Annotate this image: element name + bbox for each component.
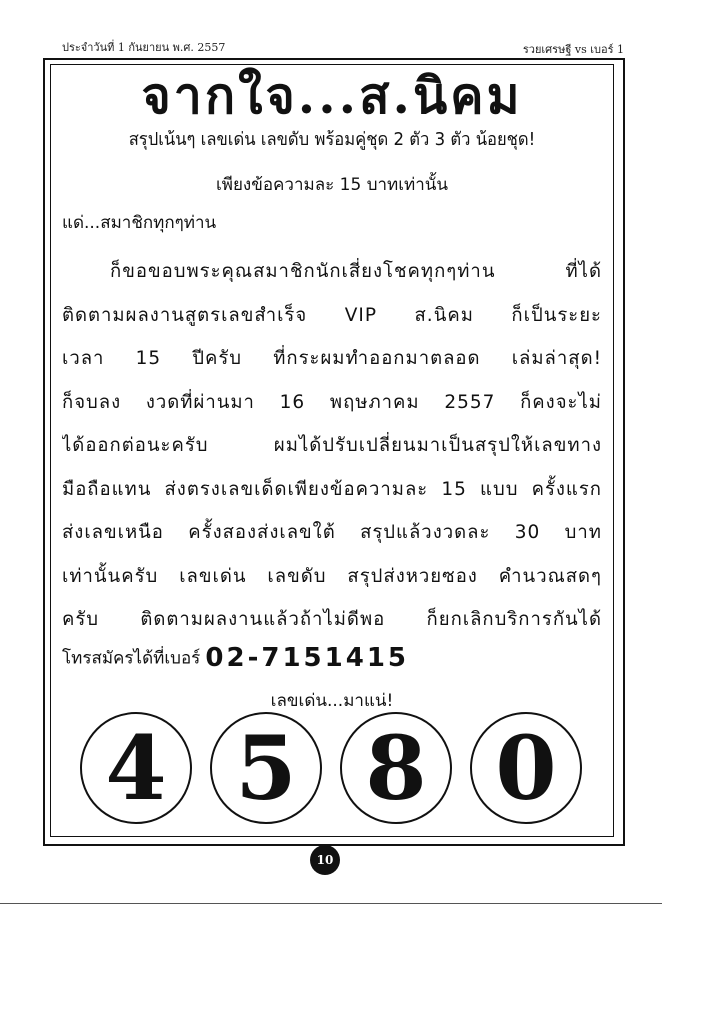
ad-subtitle: สรุปเน้นๆ เลขเด่น เลขดับ พร้อมคู่ชุด 2 ตัว 3 ตัว น้อยชุด!	[128, 129, 536, 150]
greeting: แด่...สมาชิกทุกๆท่าน	[62, 213, 217, 233]
magazine-name: รวยเศรษฐี vs เบอร์ 1	[522, 43, 624, 56]
page-number-badge: 10	[310, 845, 340, 875]
body-line: มือถือแทน ส่งตรงเลขเด็ดเพียงข้อความละ 15 แบบ ครั้งแรก	[62, 478, 602, 500]
hot-number-circle: 4	[80, 712, 192, 824]
contact-label: โทรสมัครได้ที่เบอร์	[62, 648, 201, 669]
body-line: ก็จบลง งวดที่ผ่านมา 16 พฤษภาคม 2557 ก็คงจะไม่	[62, 391, 602, 413]
hot-number-circle: 5	[210, 712, 322, 824]
body-paragraph	[62, 252, 602, 644]
price-line: เพียงข้อความละ 15 บาทเท่านั้น	[215, 175, 449, 195]
hot-number-circle: 8	[340, 712, 452, 824]
hot-numbers	[72, 712, 592, 828]
page-bottom-rule	[0, 903, 662, 904]
hot-numbers-label: เลขเด่น...มาแน่!	[270, 691, 394, 711]
ad-title: จากใจ...ส.นิคม	[141, 66, 523, 125]
body-line: เท่านั้นครับ เลขเด่น เลขดับ สรุปส่งหวยซอง คำนวณสดๆ	[62, 565, 602, 587]
hot-number-circle: 0	[470, 712, 582, 824]
issue-date: ประจำวันที่ 1 กันยายน พ.ศ. 2557	[62, 41, 226, 54]
body-line: ได้ออกต่อนะครับ ผมได้ปรับเปลี่ยนมาเป็นสรุปให้เลขทาง	[62, 435, 602, 456]
body-line: เวลา 15 ปีครับ ที่กระผมทำออกมาตลอด เล่มล่าสุด!	[62, 348, 602, 369]
body-line: ครับ ติดตามผลงานแล้วถ้าไม่ดีพอ ก็ยกเลิกบริการกันได้	[62, 609, 602, 630]
phone-number: 02-7151415	[205, 643, 409, 673]
contact-line	[62, 643, 409, 673]
body-line: ก็ขอขอบพระคุณสมาชิกนักเสี่ยงโชคทุกๆท่าน ที่ได้	[110, 261, 602, 282]
body-line: ติดตามผลงานสูตรเลขสำเร็จ VIP ส.นิคม ก็เป็นระยะ	[62, 304, 602, 326]
body-line: ส่งเลขเหนือ ครั้งสองส่งเลขใต้ สรุปแล้วงวดละ 30 บาท	[62, 522, 602, 543]
